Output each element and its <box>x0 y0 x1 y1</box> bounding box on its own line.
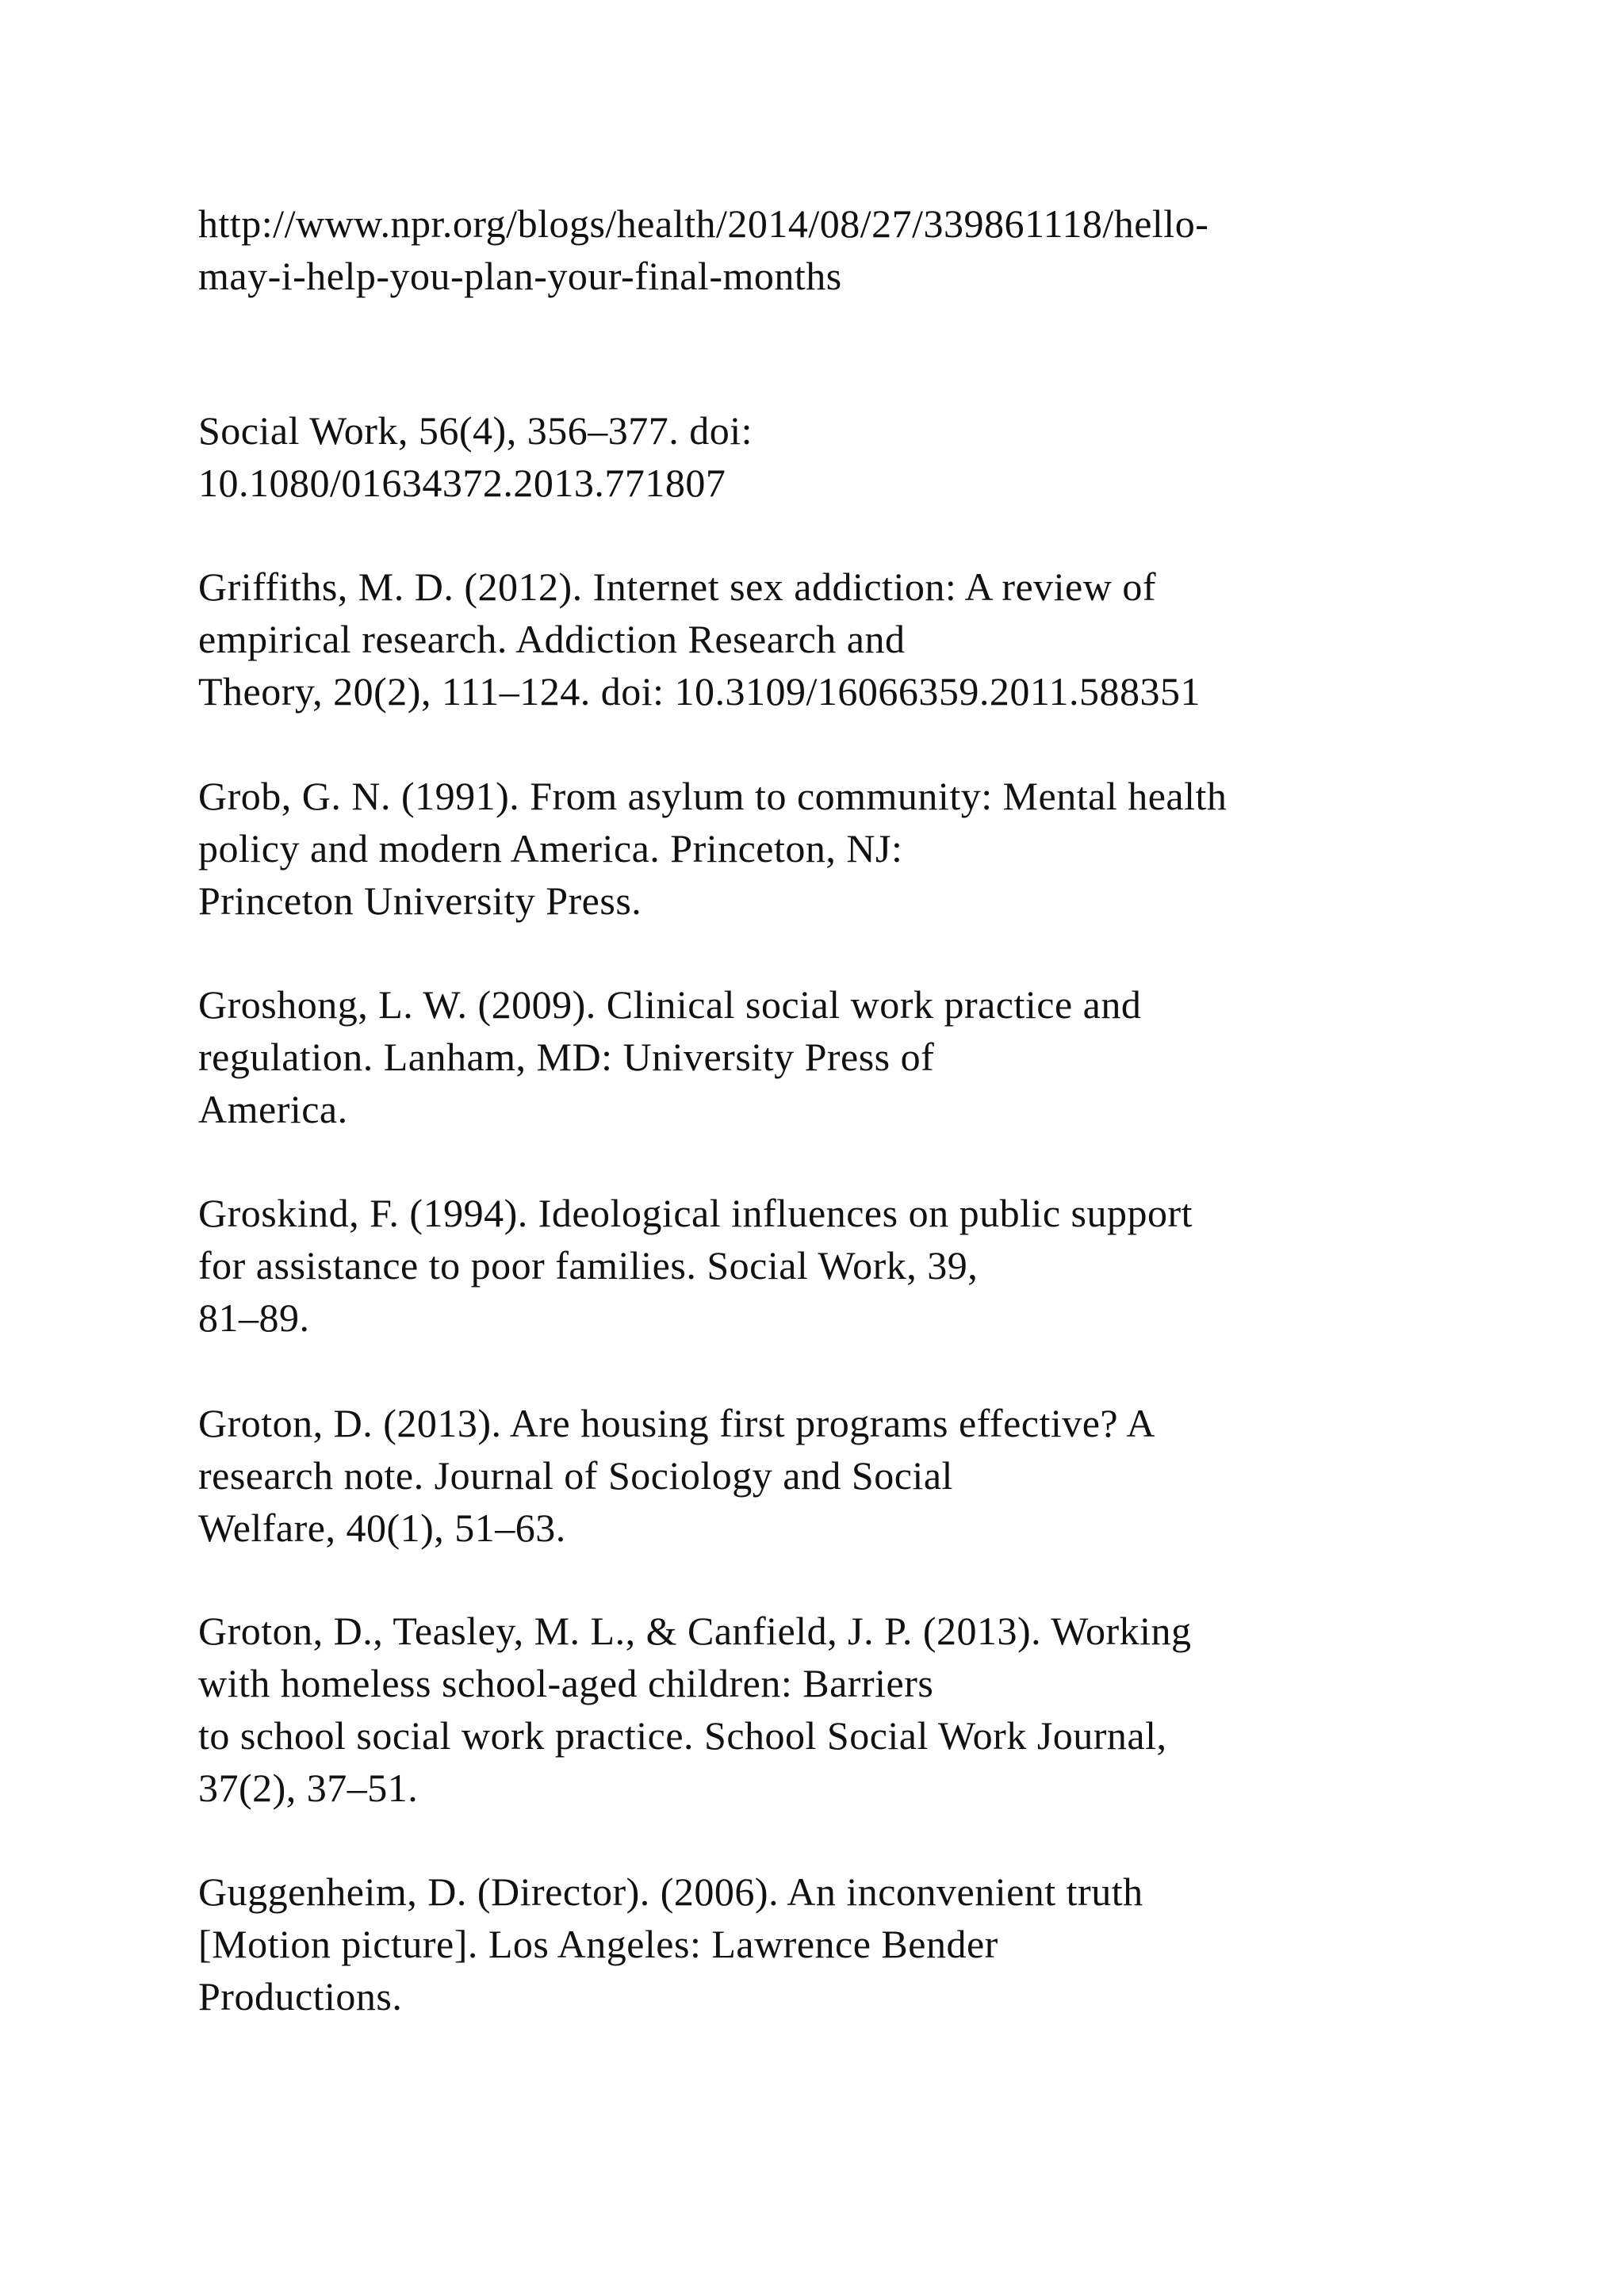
text-line: Griffiths, M. D. (2012). Internet sex addiction: A review of <box>198 564 1157 609</box>
text-line: 10.1080/01634372.2013.771807 <box>198 461 726 505</box>
reference-entry-groton-teasley-canfield <box>198 1605 1467 1814</box>
text-line: Theory, 20(2), 111–124. doi: 10.3109/16066359.2011.588351 <box>198 669 1201 714</box>
reference-entry-groton-2013 <box>198 1397 1467 1554</box>
reference-entry-griffiths <box>198 561 1467 718</box>
text-line: research note. Journal of Sociology and Social <box>198 1453 953 1498</box>
text-line: Grob, G. N. (1991). From asylum to community: Mental health <box>198 774 1228 818</box>
reference-entry-groskind <box>198 1187 1467 1344</box>
text-line: 81–89. <box>198 1295 310 1340</box>
text-line: Social Work, 56(4), 356–377. doi: <box>198 408 753 453</box>
text-line: Welfare, 40(1), 51–63. <box>198 1506 566 1550</box>
text-line: policy and modern America. Princeton, NJ: <box>198 826 903 871</box>
reference-entry-groshong <box>198 978 1467 1135</box>
text-line: America. <box>198 1087 348 1131</box>
text-line: Princeton University Press. <box>198 878 642 923</box>
reference-url <box>198 197 1467 302</box>
text-line: Productions. <box>198 1974 403 2019</box>
text-line: for assistance to poor families. Social Work, 39, <box>198 1243 979 1288</box>
text-line: may-i-help-you-plan-your-final-months <box>198 254 842 298</box>
text-line: to school social work practice. School Social Work Journal, <box>198 1713 1167 1758</box>
reference-entry-grob <box>198 770 1467 927</box>
text-line: Groton, D., Teasley, M. L., & Canfield, J. P. (2013). Working <box>198 1609 1192 1653</box>
text-line: http://www.npr.org/blogs/health/2014/08/27/339861118/hello- <box>198 201 1209 246</box>
text-line: Groshong, L. W. (2009). Clinical social work practice and <box>198 982 1142 1027</box>
text-line: [Motion picture]. Los Angeles: Lawrence Bender <box>198 1922 998 1966</box>
text-line: Guggenheim, D. (Director). (2006). An inconvenient truth <box>198 1869 1143 1914</box>
reference-entry-guggenheim <box>198 1866 1467 2022</box>
text-line: 37(2), 37–51. <box>198 1766 419 1810</box>
text-line: regulation. Lanham, MD: University Press of <box>198 1035 935 1079</box>
text-line: with homeless school-aged children: Barriers <box>198 1661 934 1705</box>
text-line: Groton, D. (2013). Are housing first programs effective? A <box>198 1401 1155 1445</box>
reference-fragment <box>198 404 1467 509</box>
text-line: Groskind, F. (1994). Ideological influences on public support <box>198 1191 1193 1235</box>
text-line: empirical research. Addiction Research and <box>198 617 906 661</box>
